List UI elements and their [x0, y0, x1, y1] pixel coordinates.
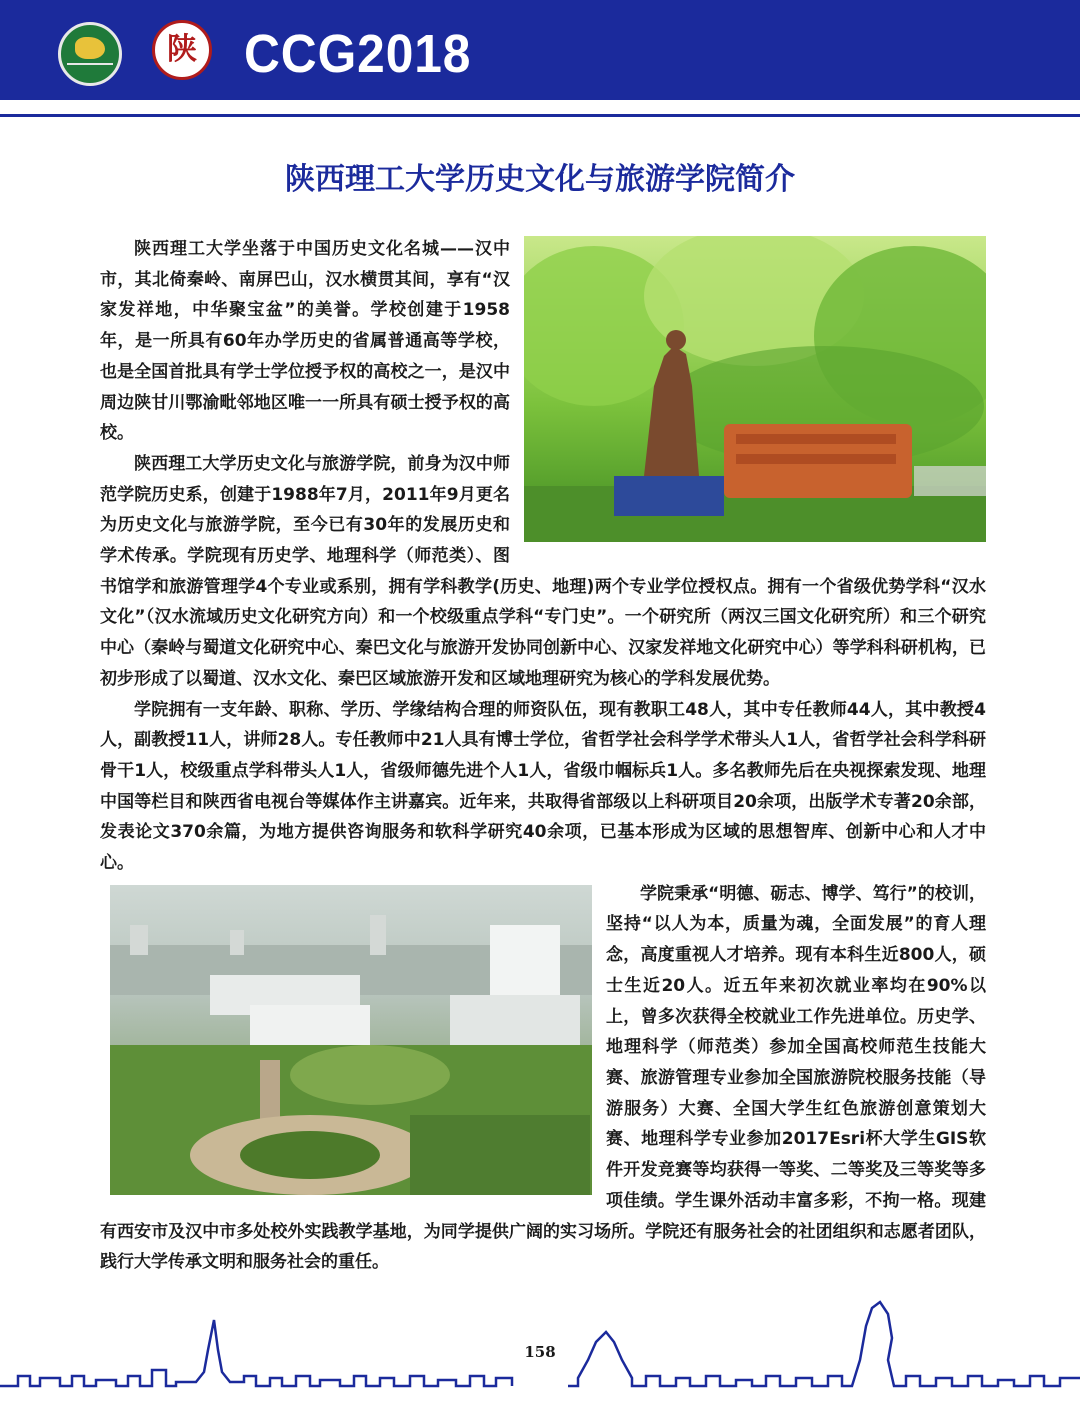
- paragraph-2: 陕西理工大学历史文化与旅游学院，前身为汉中师范学院历史系，创建于1988年7月，2011年9月更名为历史文化与旅游学院，至今已有30年的发展历史和学术传承。学院现有历史学、地理科学（师范类）、图书馆学和旅游管理学4个专业或系别，拥有学科教学(历史、地理)两个专业学位授权点。拥有一个省级优势学科“汉水文化”（汉水流域历史文化研究方向）和一个校级重点学科“专门史”。一个研究所（两汉三国文化研究所）和三个研究中心（秦岭与蜀道文化研究中心、秦巴文化与旅游开发协同创新中心、汉家发祥地文化研究中心）等学科科研机构，已初步形成了以蜀道、汉水文化、秦巴区域旅游开发和区域地理研究为核心的学科发展优势。: [100, 453, 986, 689]
- page-number: 158: [524, 1343, 556, 1361]
- campus-aerial-photo: [110, 885, 592, 1195]
- university-logo: [140, 20, 226, 86]
- university-seal-icon: 陕: [152, 20, 212, 80]
- brand-title: CCG2018: [244, 24, 472, 84]
- statue-photo: [524, 236, 986, 542]
- page-header-band: [0, 0, 1080, 100]
- article-title: 陕西理工大学历史文化与旅游学院简介: [285, 162, 795, 197]
- paragraph-3: 学院拥有一支年龄、职称、学历、学缘结构合理的师资队伍，现有教职工48人，其中专任教师44人，其中教授4人，副教授11人，讲师28人。专任教师中21人具有博士学位，省哲学社会科学学术带头人1人，省哲学社会科学科研骨干1人，校级重点学科带头人1人，省级师德先进个人1人，省级巾帼标兵1人。多名教师先后在央视探索发现、地理中国等栏目和陕西省电视台等媒体作主讲嘉宾。近年来，共取得省部级以上科研项目20余项，出版学术专著20余部，发表论文370余篇，为地方提供咨询服务和软科学研究40余项，已基本形成为区域的思想智库、创新中心和人才中心。: [100, 699, 986, 874]
- logo-text-line: [67, 63, 113, 73]
- china-map-icon: [75, 37, 105, 59]
- header-divider: [0, 100, 1080, 117]
- geographical-society-logo: [58, 22, 122, 86]
- paragraph-4: 学院秉承“明德、砺志、博学、笃行”的校训，坚持“以人为本，质量为魂，全面发展”的育人理念，高度重视人才培养。现有本科生近800人，硕士生近20人。近五年来初次就业率均在90%以上，曾多次获得全校就业工作先进单位。历史学、地理科学（师范类）参加全国高校师范生技能大赛、旅游管理专业参加全国旅游院校服务技能（导游服务）大赛、全国大学生红色旅游创意策划大赛、地理科学专业参加2017Esri杯大学生GIS软件开发竞赛等均获得一等奖、二等奖及三等奖等多项佳绩。学生课外活动丰富多彩，不拘一格。现建有西安市及汉中市多处校外实践教学基地，为同学提供广阔的实习场所。学院还有服务社会的社团组织和志愿者团队，践行大学传承文明和服务社会的重任。: [100, 883, 986, 1273]
- paragraph-1: 陕西理工大学坐落于中国历史文化名城——汉中市，其北倚秦岭、南屏巴山，汉水横贯其间，享有“汉家发祥地，中华聚宝盆”的美誉。学校创建于1958年，是一所具有60年办学历史的省属普通高等学校，也是全国首批具有学士学位授予权的高校之一，是汉中周边陕甘川鄂渝毗邻地区唯一一所具有硕士授予权的高校。: [100, 239, 510, 444]
- article-body: [100, 234, 986, 1278]
